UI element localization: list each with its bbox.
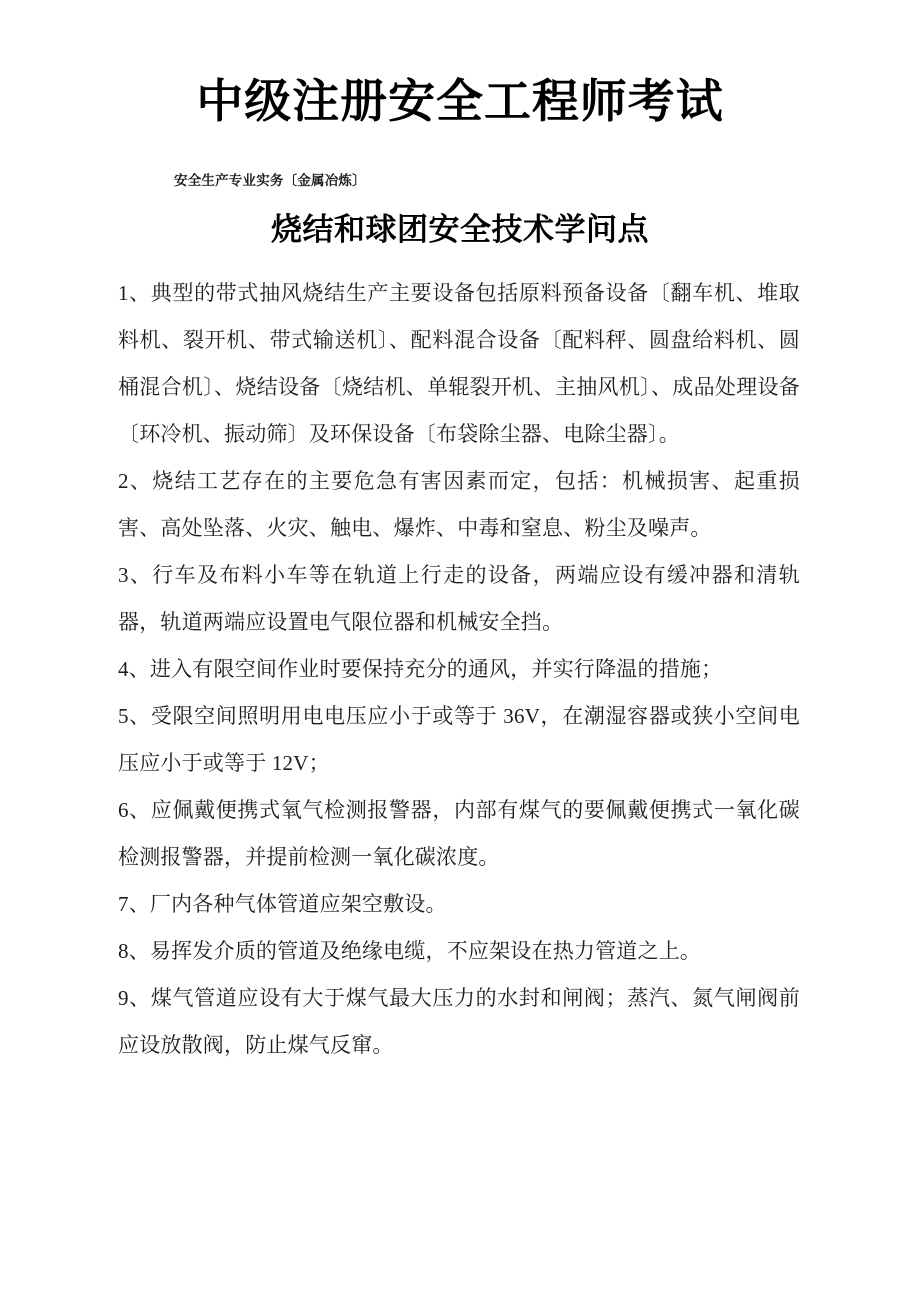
list-item: 6、应佩戴便携式氧气检测报警器，内部有煤气的要佩戴便携式一氧化碳检测报警器，并提前检测一氧化碳浓度。 [118,797,800,869]
list-item: 8、易挥发介质的管道及绝缘电缆，不应架设在热力管道之上。 [118,938,702,963]
page-title: 中级注册安全工程师考试 [196,75,724,127]
knowledge-point-list [0,248,920,1069]
list-item: 5、受限空间照明用电电压应小于或等于 36V，在潮湿容器或狭小空间电压应小于或等于 12V； [118,703,800,775]
section-heading: 烧结和球团安全技术学问点 [271,211,649,247]
list-item: 9、煤气管道应设有大于煤气最大压力的水封和闸阀；蒸汽、氮气闸阀前应设放散阀，防止煤气反窜。 [118,985,800,1057]
list-item: 7、厂内各种气体管道应架空敷设。 [118,891,447,916]
list-item: 3、行车及布料小车等在轨道上行走的设备，两端应设有缓冲器和清轨器，轨道两端应设置电气限位器和机械安全挡。 [118,562,800,634]
list-item: 4、进入有限空间作业时要保持充分的通风，并实行降温的措施； [118,656,723,681]
document-subtitle: 安全生产专业实务〔金属冶炼〕 [174,172,366,188]
list-item: 2、烧结工艺存在的主要危急有害因素而定，包括：机械损害、起重损害、高处坠落、火灾、触电、爆炸、中毒和窒息、粉尘及噪声。 [118,468,800,540]
list-item: 1、典型的带式抽风烧结生产主要设备包括原料预备设备〔翻车机、堆取料机、裂开机、带式输送机〕、配料混合设备〔配料秤、圆盘给料机、圆桶混合机〕、烧结设备〔烧结机、单辊裂开机、主抽风机〕、成品处理设备〔环冷机、振动筛〕及环保设备〔布袋除尘器、电除尘器〕。 [118,280,800,446]
